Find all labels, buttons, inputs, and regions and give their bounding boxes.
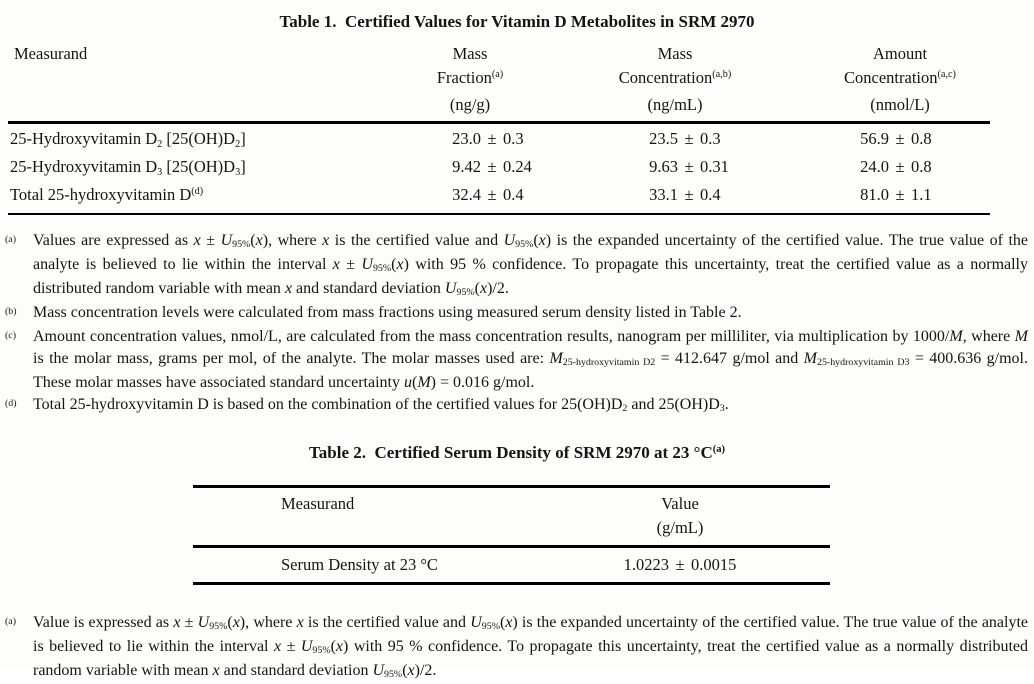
uncertainty: 0.4 [700, 185, 721, 204]
plus-minus: ± [895, 157, 905, 176]
footnote-d [5, 394, 1028, 418]
footnote-marker: (a) [5, 615, 16, 627]
footnote-marker: (c) [5, 329, 16, 341]
plus-minus: ± [895, 129, 905, 148]
table1-header-mass-concentration [540, 42, 810, 117]
footnote-text: Values are expressed as x ± U95%(x), where x is the certified value and U95%(x) is the expanded uncertainty of the certified value. The true value of the analyte is believed to lie within the interval x ± U95%(x) with 95 % confidence. To propagate this uncertainty, treat the certified value as a normally distributed random variable with mean x and standard deviation U95%(x)/2. [33, 232, 1029, 299]
footnote-marker: (d) [5, 397, 17, 409]
table1-header-row [8, 42, 990, 124]
table1-header-amount-concentration [810, 42, 990, 117]
value: 9.42 [452, 157, 481, 176]
amount-concentration-cell [810, 154, 990, 182]
uncertainty: 0.24 [503, 157, 532, 176]
footnote-text: Amount concentration values, nmol/L, are calculated from the mass concentration results, nanogram per milliliter, via multiplication by 1000/M, where M is the molar mass, grams per mol, of the analyte. The molar masses used are: M25-hydroxyvitamin D2 = 412.647 g/mol and M25-hydroxyvitamin D3 = 400.636 g/mol. These molar masses have associated standard uncertainty u(M) = 0.016 g/mol. [33, 328, 1029, 391]
mass-concentration-cell [540, 154, 810, 182]
footnote-a2 [5, 612, 1028, 684]
value: 23.0 [452, 129, 481, 148]
mass-fraction-cell [400, 182, 540, 210]
header-line: Amount [872, 44, 928, 63]
header-line: Fraction$^{(a)}$ [436, 68, 504, 87]
footnote-text: Total 25-hydroxyvitamin D is based on the combination of the certified values for 25(OH)D2 and 25(OH)D3. [33, 396, 729, 415]
measurand-cell: 25-Hydroxyvitamin D3 [25(OH)D3] [10, 157, 246, 178]
uncertainty: 0.4 [503, 185, 524, 204]
value: 33.1 [649, 185, 678, 204]
uncertainty: 0.31 [700, 157, 729, 176]
mass-concentration-cell [540, 182, 810, 210]
value: 24.0 [860, 157, 889, 176]
footnote-marker: (a) [5, 233, 16, 245]
value: 56.9 [860, 129, 889, 148]
amount-concentration-cell [810, 126, 990, 154]
measurand-cell: Serum Density at 23 °C [281, 555, 438, 574]
table-row [8, 154, 990, 182]
table2-header-measurand: Measurand [281, 494, 355, 513]
table1 [8, 42, 990, 215]
table2-header-value [530, 492, 830, 540]
header-line: Concentration$^{(a,c)}$ [844, 68, 956, 87]
table2-header-row [193, 488, 830, 548]
table1-footnotes [5, 230, 1028, 418]
uncertainty: 0.0015 [691, 555, 737, 574]
table-row [8, 182, 990, 210]
table2-title: Table 2. Certified Serum Density of SRM 2970 at 23 $^\circ C^{(a)}$ [308, 443, 726, 462]
header-unit: (nmol/L) [870, 95, 930, 114]
table2 [193, 485, 830, 585]
mass-fraction-cell [400, 126, 540, 154]
header-line: Value [661, 494, 699, 513]
table-row [193, 548, 830, 585]
header-line: Mass [657, 44, 693, 63]
header-line: Concentration$^{(a,b)}$ [618, 68, 732, 87]
footnote-marker: (b) [5, 305, 17, 317]
table1-header-mass-fraction [400, 42, 540, 117]
uncertainty: 1.1 [911, 185, 932, 204]
table-row [8, 126, 990, 154]
mass-concentration-cell [540, 126, 810, 154]
value: 23.5 [649, 129, 678, 148]
measurand-cell: Total 25-hydroxyvitamin $D^{(d)}$ [10, 185, 204, 204]
header-unit: (g/mL) [656, 518, 704, 537]
value: 1.0223 [623, 555, 669, 574]
footnote-c [5, 326, 1028, 394]
uncertainty: 0.8 [911, 129, 932, 148]
uncertainty: 0.3 [503, 129, 524, 148]
value: 81.0 [860, 185, 889, 204]
plus-minus: ± [684, 185, 694, 204]
plus-minus: ± [487, 157, 497, 176]
value-cell [530, 552, 830, 577]
table1-header-measurand: Measurand [14, 44, 88, 63]
footnote-b [5, 302, 1028, 326]
footnote-text: Mass concentration levels were calculated from mass fractions using measured serum density listed in Table 2. [33, 304, 742, 321]
table1-body [8, 124, 990, 215]
plus-minus: ± [684, 129, 694, 148]
uncertainty: 0.3 [700, 129, 721, 148]
plus-minus: ± [675, 555, 685, 574]
mass-fraction-cell [400, 154, 540, 182]
plus-minus: ± [684, 157, 694, 176]
plus-minus: ± [895, 185, 905, 204]
header-unit: (ng/g) [449, 95, 491, 114]
plus-minus: ± [487, 129, 497, 148]
value: 32.4 [452, 185, 481, 204]
table1-title: Table 1. Certified Values for Vitamin D Metabolites in SRM 2970 [279, 12, 755, 31]
amount-concentration-cell [810, 182, 990, 210]
table2-footnotes [5, 612, 1028, 684]
header-unit: (ng/mL) [647, 95, 703, 114]
uncertainty: 0.8 [911, 157, 932, 176]
footnote-a [5, 230, 1028, 302]
plus-minus: ± [487, 185, 497, 204]
value: 9.63 [649, 157, 678, 176]
footnote-text: Value is expressed as x ± U95%(x), where x is the certified value and U95%(x) is the expanded uncertainty of the certified value. The true value of the analyte is believed to lie within the interval x ± U95%(x) with 95 % confidence. To propagate this uncertainty, treat the certified value as a normally distributed random variable with mean x and standard deviation U95%(x)/2. [33, 614, 1029, 681]
header-line: Mass [452, 44, 488, 63]
measurand-cell: 25-Hydroxyvitamin D2 [25(OH)D2] [10, 129, 246, 150]
